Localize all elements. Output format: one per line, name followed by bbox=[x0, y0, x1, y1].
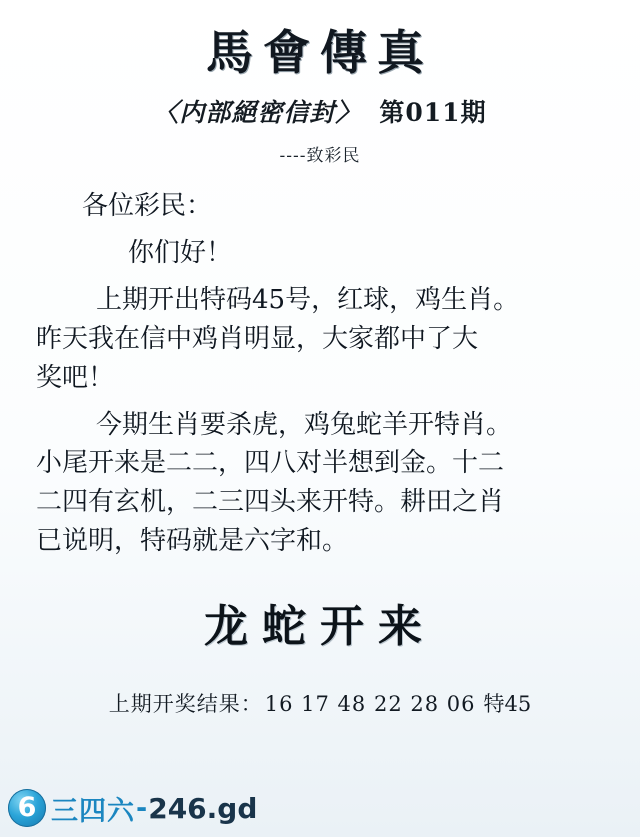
result-numbers: 16 17 48 22 28 06 bbox=[264, 692, 476, 717]
body-line: 你们好！ bbox=[128, 237, 233, 268]
body-line: 今期生肖要杀虎，鸡兔蛇羊开特肖。 bbox=[96, 409, 513, 440]
body-line: 已说明，特码就是六字和。 bbox=[36, 526, 349, 557]
body-line: 各位彩民： bbox=[82, 191, 213, 221]
highlight-prediction: 龙蛇开来 bbox=[204, 601, 436, 653]
result-special-number: 45 bbox=[504, 692, 532, 717]
body-line: 奖吧！ bbox=[36, 362, 115, 393]
body-line: 小尾开来是二二，四八对半想到金。十二 bbox=[36, 448, 505, 479]
circle-six-label: 6 bbox=[17, 792, 37, 823]
previous-result bbox=[0, 688, 640, 718]
subtitle-bracketed: 〈内部絕密信封〉 bbox=[153, 98, 362, 127]
site-watermark bbox=[8, 785, 257, 831]
body-line: 上期开出特码45号，红球，鸡生肖。 bbox=[96, 284, 520, 315]
body-line: 二四有玄机，二三四头来开特。耕田之肖 bbox=[36, 487, 505, 518]
result-special-label: 特 bbox=[483, 692, 505, 717]
issue-number: 第011期 bbox=[379, 98, 487, 127]
watermark-cn-text: 三四六 bbox=[51, 795, 135, 827]
dedication-line: ----致彩民 bbox=[279, 146, 361, 166]
page-title: 馬會傳真 bbox=[206, 26, 434, 81]
body-text bbox=[36, 188, 604, 560]
result-label: 上期开奖结果： bbox=[108, 692, 263, 717]
subtitle-row bbox=[0, 93, 640, 129]
body-line: 昨天我在信中鸡肖明显，大家都中了大 bbox=[36, 323, 479, 354]
watermark-domain: 246.gd bbox=[148, 791, 258, 825]
circle-six-icon bbox=[8, 789, 46, 827]
watermark-dash: - bbox=[136, 792, 148, 824]
